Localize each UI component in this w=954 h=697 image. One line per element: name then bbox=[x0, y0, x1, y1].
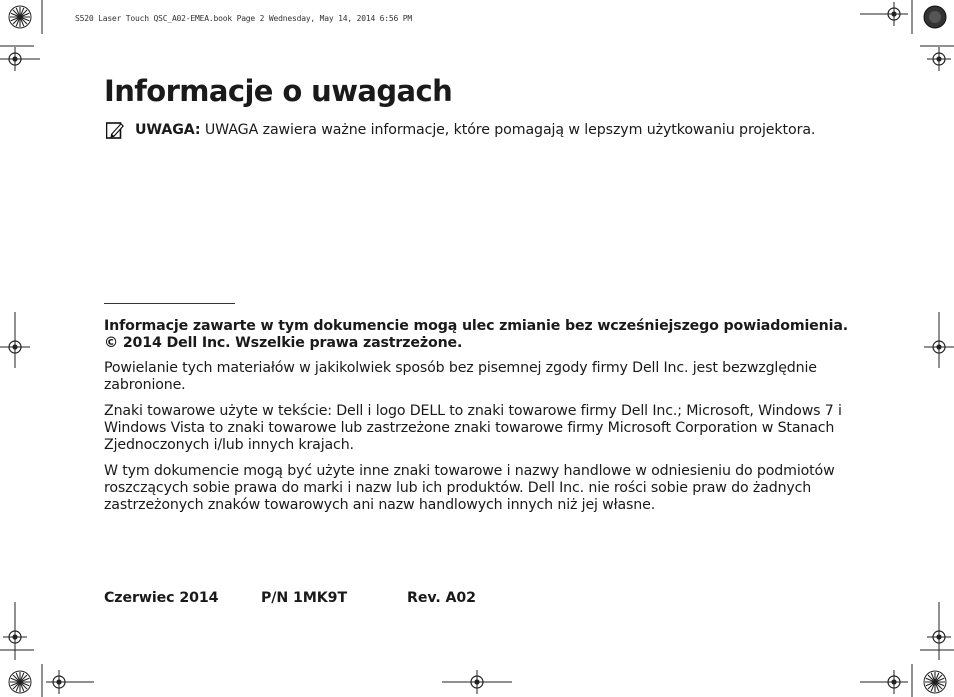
note-label: UWAGA: bbox=[135, 122, 201, 138]
other-trademarks-paragraph: W tym dokumencie mogą być użyte inne znaki towarowe i nazwy handlowe w odniesieniu do podmiotów roszczących sobie prawa do marki i nazw lub ich produktów. Dell Inc. nie rości sobie praw do żadnych zastrzeżonych znaków towarowych ani nazw handlowych innych niż jej własne. bbox=[104, 463, 835, 513]
page-title: Informacje o uwagach bbox=[104, 74, 453, 108]
note-block bbox=[135, 120, 855, 140]
copyright-line: © 2014 Dell Inc. Wszelkie prawa zastrzeżone. bbox=[104, 335, 463, 351]
starburst-mark-bottom-left bbox=[9, 671, 31, 693]
solid-mark-top-right bbox=[924, 6, 946, 28]
reproduction-paragraph: Powielanie tych materiałów w jakikolwiek sposób bez pisemnej zgody firmy Dell Inc. jest bezwzględnie zabronione. bbox=[104, 360, 817, 393]
publication-date: Czerwiec 2014 bbox=[104, 590, 219, 606]
starburst-mark-top-left bbox=[9, 6, 31, 28]
print-slug-line: S520 Laser Touch QSC_A02-EMEA.book Page 2 Wednesday, May 14, 2014 6:56 PM bbox=[75, 14, 412, 23]
legal-notice-block bbox=[104, 318, 864, 523]
revision: Rev. A02 bbox=[407, 590, 476, 606]
starburst-mark-bottom-right bbox=[924, 671, 946, 693]
pencil-note-icon bbox=[106, 121, 126, 139]
note-text: UWAGA zawiera ważne informacje, które pomagają w lepszym użytkowaniu projektora. bbox=[200, 122, 816, 138]
registration-mark-right-upper bbox=[927, 47, 951, 71]
part-number: P/N 1MK9T bbox=[261, 590, 348, 606]
registration-mark-bottom-left bbox=[3, 625, 27, 649]
footnote-divider bbox=[104, 303, 235, 304]
change-notice: Informacje zawarte w tym dokumencie mogą ulec zmianie bez wcześniejszego powiadomienia. bbox=[104, 318, 848, 334]
trademarks-paragraph: Znaki towarowe użyte w tekście: Dell i logo DELL to znaki towarowe firmy Dell Inc.; Microsoft, Windows 7 i Windows Vista to znaki towarowe lub zastrzeżone znaki towarowe firmy Microsoft Corporation w Stanach Zjednoczonych i/lub innych krajach. bbox=[104, 403, 842, 453]
registration-mark-bottom-right bbox=[927, 625, 951, 649]
